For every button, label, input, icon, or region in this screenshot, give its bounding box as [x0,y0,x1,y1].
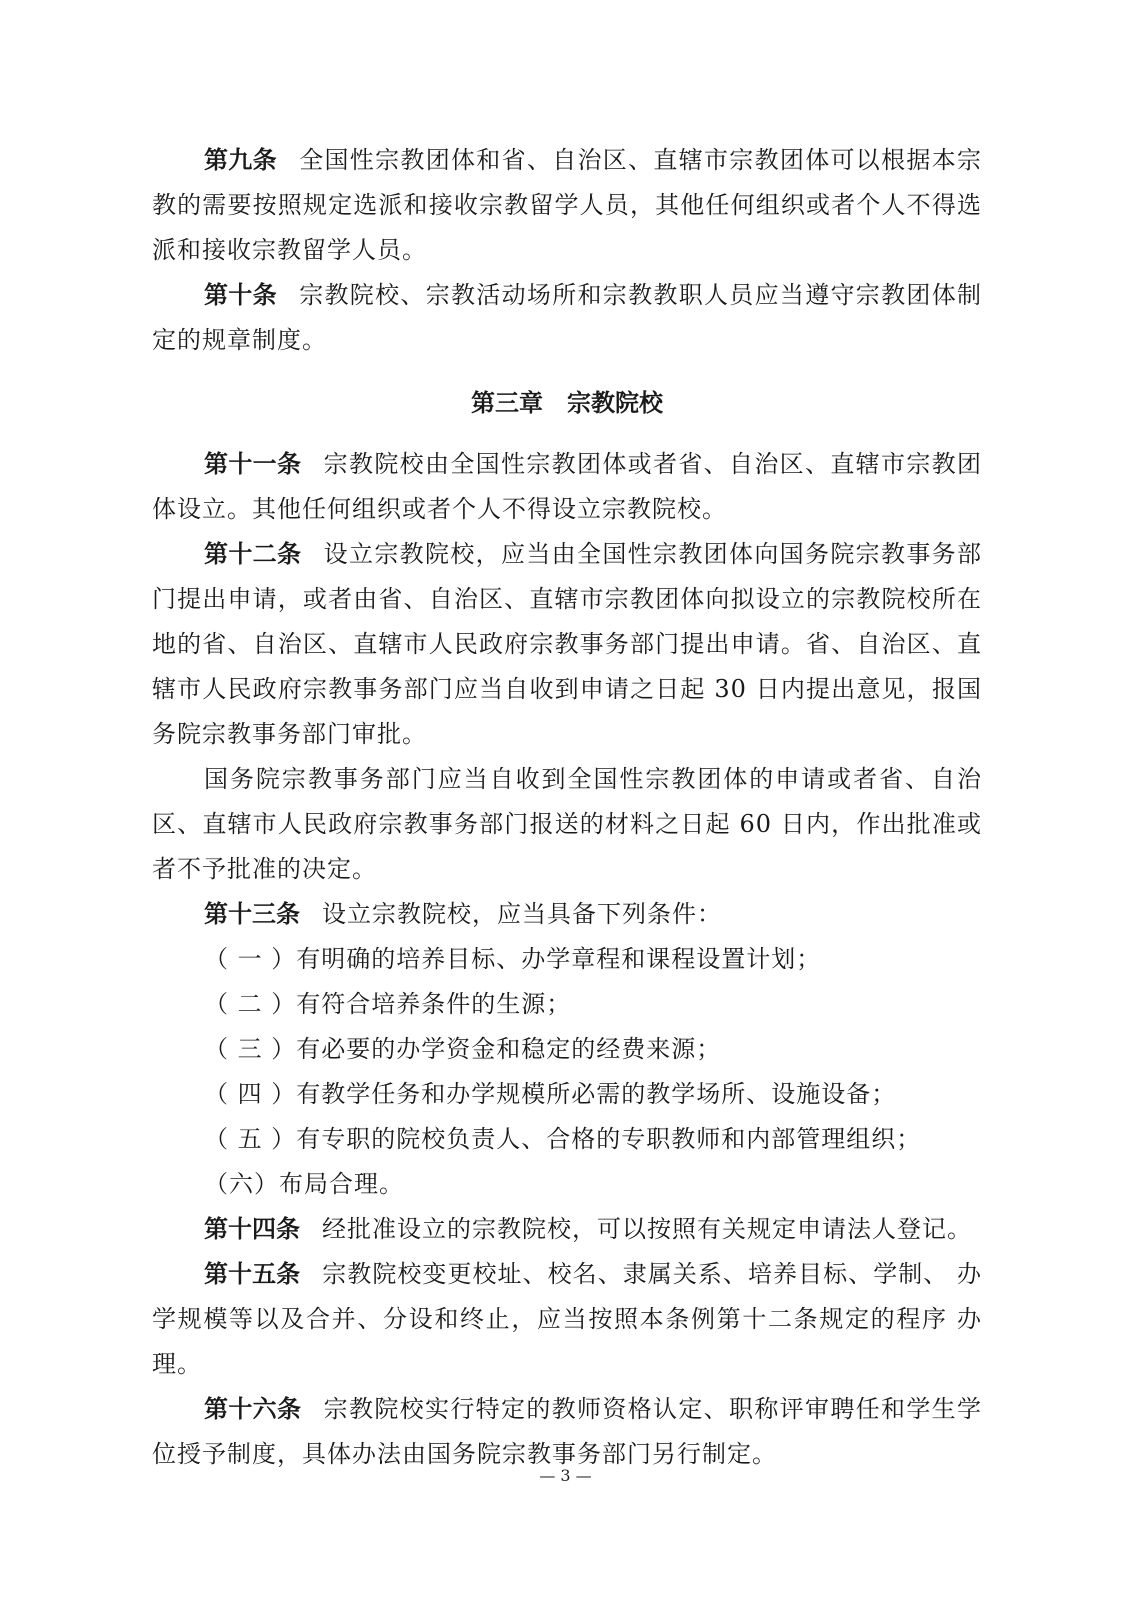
article-text: 宗教院校、宗教活动场所和宗教教职人员应当遵守宗教团体制定的规章制度。 [152,281,983,354]
article-13 [152,892,982,937]
article-label: 第十六条 [204,1395,302,1423]
condition-item: （ 一 ）有明确的培养目标、办学章程和课程设置计划； [204,945,822,973]
article-text: 宗教院校变更校址、校名、隶属关系、培养目标、学制、 办学规模等以及合并、分设和终止，应当按照本条例第十二条规定的程序 办理。 [152,1260,982,1378]
article-text: 全国性宗教团体和省、自治区、直辖市宗教团体可以根据本宗教的需要按照规定选派和接收宗教留学人员，其他任何组织或者个人不得选派和接收宗教留学人员。 [152,146,983,264]
article-14 [152,1207,982,1252]
article-12-paragraph-2: 国务院宗教事务部门应当自收到全国性宗教团体的申请或者省、自治区、直辖市人民政府宗教事务部门报送的材料之日起 60 日内，作出批准或者不予批准的决定。 [152,765,982,883]
article-label: 第十一条 [204,450,302,478]
condition-item: （ 二 ）有符合培养条件的生源； [204,990,572,1018]
article-text: 宗教院校由全国性宗教团体或者省、自治区、直辖市宗教团体设立。其他任何组织或者个人不得设立宗教院校。 [152,450,983,523]
article-label: 第十四条 [204,1215,300,1243]
article-text: 设立宗教院校，应当由全国性宗教团体向国务院宗教事务部门提出申请，或者由省、自治区、直辖市宗教团体向拟设立的宗教院校所在地的省、自治区、直辖市人民政府宗教事务部门提出申请。省、自治区、直辖市人民政府宗教事务部门应当自收到申请之日起 30 日内提出意见，报国务院宗教事务部门审批。 [152,540,983,748]
condition-item: （ 三 ）有必要的办学资金和稳定的经费来源； [204,1035,722,1063]
article-11 [152,442,982,532]
condition-item: （六）布局合理。 [204,1170,404,1198]
article-text: 设立宗教院校，应当具备下列条件： [322,900,722,928]
page-number: — 3 — [539,1466,592,1485]
page-body [152,138,982,1477]
article-15 [152,1252,982,1387]
condition-item: （ 四 ）有教学任务和办学规模所必需的教学场所、设施设备； [204,1080,897,1108]
article-12 [152,532,982,757]
article-label: 第十三条 [204,900,300,928]
article-9 [152,138,982,273]
article-label: 第十五条 [204,1260,301,1288]
article-label: 第九条 [204,146,277,174]
article-16 [152,1387,982,1477]
article-text: 宗教院校实行特定的教师资格认定、职称评审聘任和学生学位授予制度，具体办法由国务院宗教事务部门另行制定。 [152,1395,983,1468]
condition-item: （ 五 ）有专职的院校负责人、合格的专职教师和内部管理组织； [204,1125,922,1153]
article-label: 第十二条 [204,540,302,568]
article-label: 第十条 [204,281,277,309]
chapter-heading: 第三章 宗教院校 [471,389,663,417]
article-10 [152,273,982,363]
article-text: 经批准设立的宗教院校，可以按照有关规定申请法人登记。 [322,1215,972,1243]
